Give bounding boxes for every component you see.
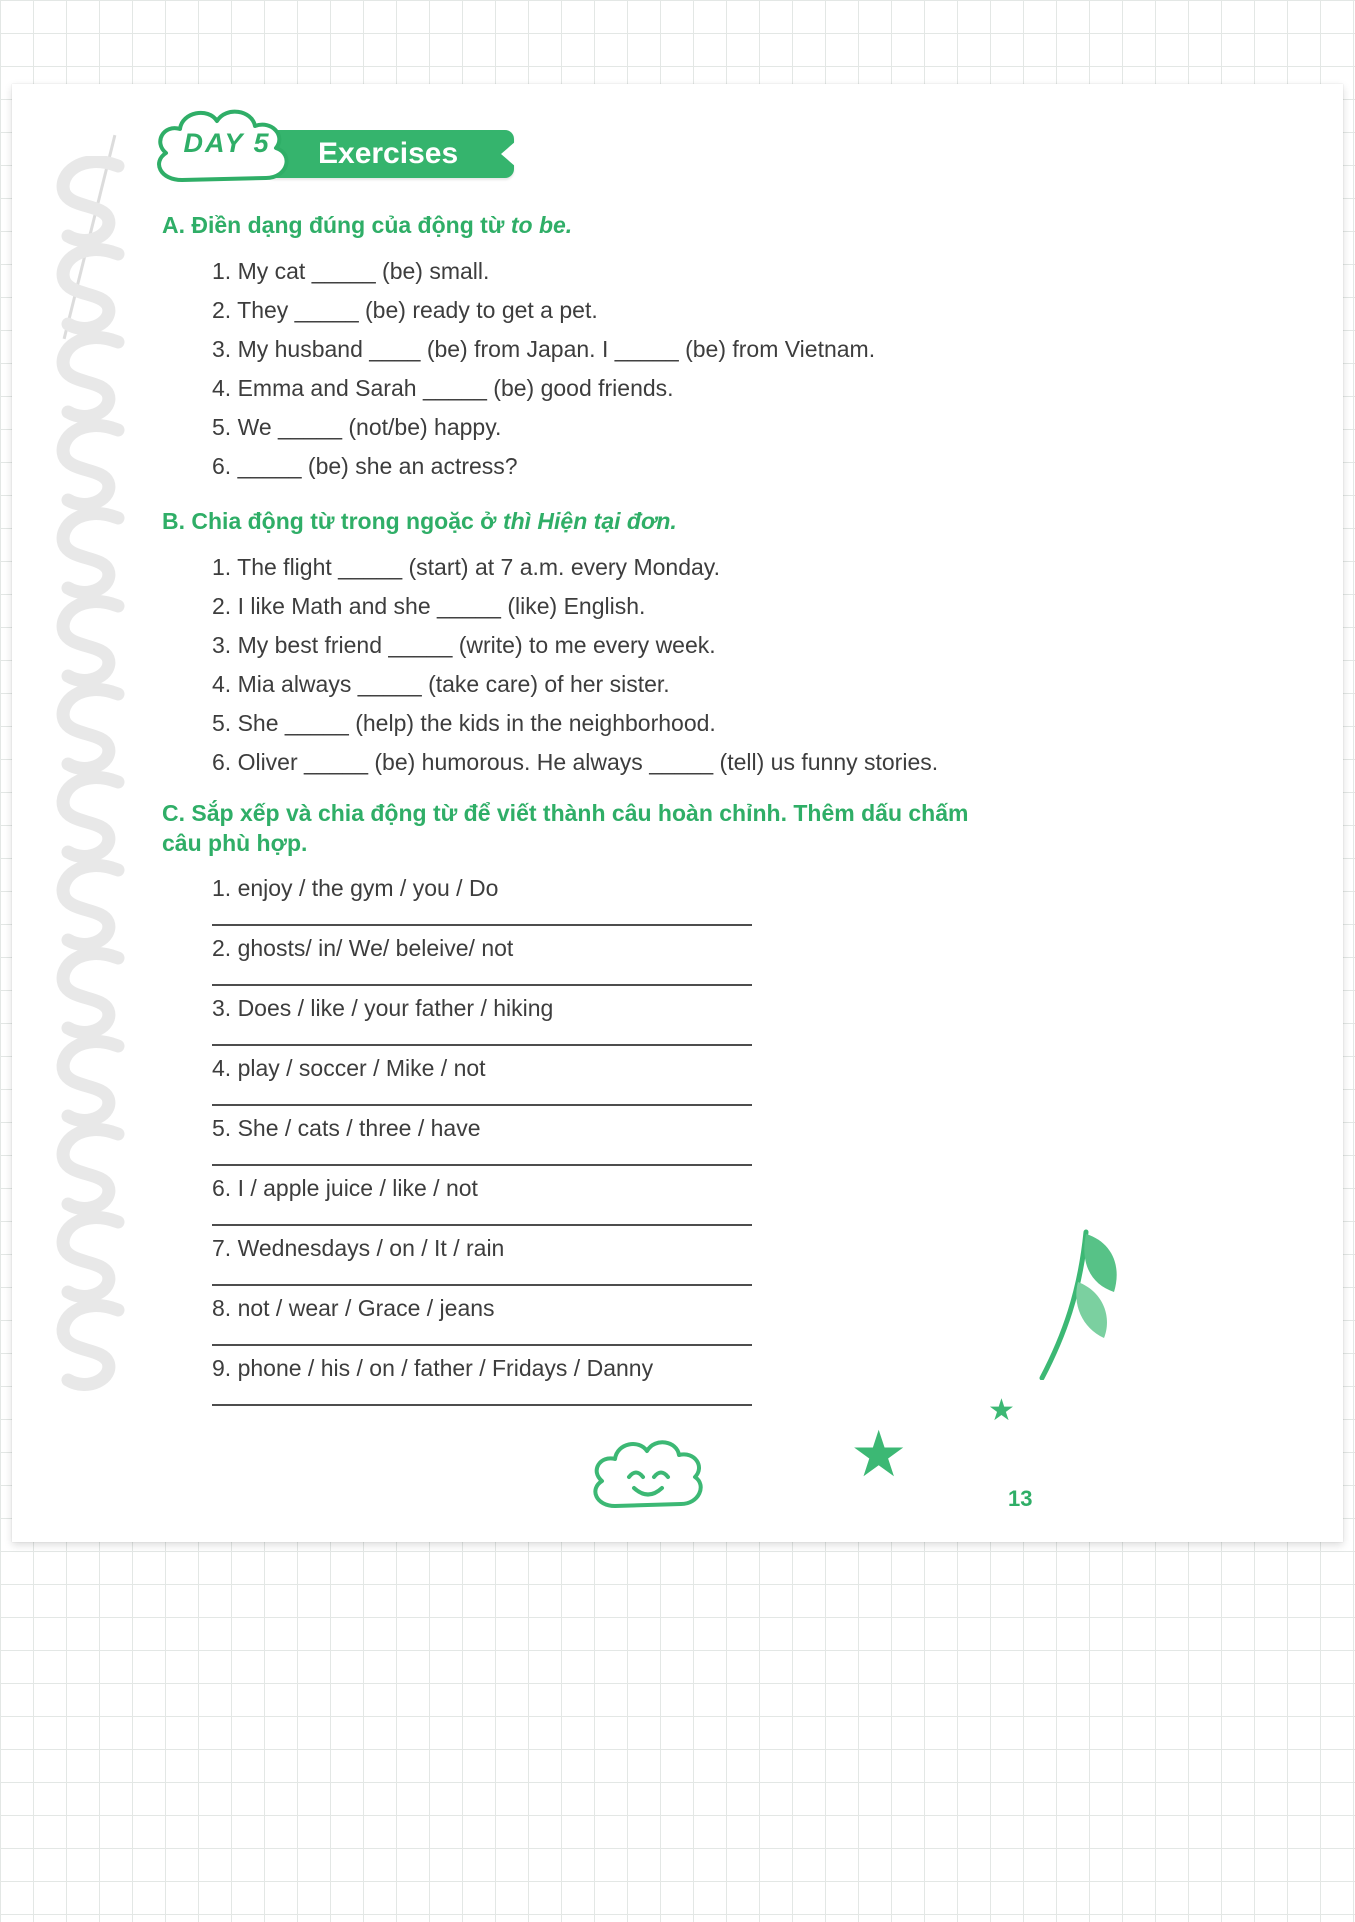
exercise-item: 6. _____ (be) she an actress?: [212, 453, 518, 479]
exercise-item-text: 1. enjoy / the gym / you / Do: [212, 875, 499, 901]
smiley-cloud-icon: [582, 1428, 712, 1528]
answer-line: [212, 1204, 752, 1226]
exercise-item: 3. My husband ____ (be) from Japan. I _____ (be) from Vietnam.: [212, 336, 876, 362]
exercise-item: [212, 1112, 1232, 1166]
day-badge-label: DAY 5: [183, 128, 271, 158]
exercise-item: 2. I like Math and she _____ (like) English.: [212, 593, 646, 619]
exercise-item-text: 7. Wednesdays / on / It / rain: [212, 1235, 505, 1261]
section-a-heading: [162, 210, 1232, 240]
exercise-item: 1. The flight _____ (start) at 7 a.m. every Monday.: [212, 554, 720, 580]
banner-notch: [501, 141, 516, 167]
section-b-heading: [162, 506, 1232, 536]
exercise-item: 1. My cat _____ (be) small.: [212, 258, 490, 284]
answer-line: [212, 1144, 752, 1166]
worksheet-page: [12, 84, 1343, 1542]
section-a-list: [212, 252, 1232, 486]
exercise-item: [212, 1052, 1232, 1106]
page-header: [148, 104, 568, 196]
answer-line: [212, 1024, 752, 1046]
exercise-item: 4. Mia always _____ (take care) of her sister.: [212, 671, 670, 697]
spiral-binding-icon: [54, 156, 146, 1401]
exercise-item-text: 2. ghosts/ in/ We/ beleive/ not: [212, 935, 514, 961]
answer-line: [212, 1264, 752, 1286]
answer-line: [212, 1084, 752, 1106]
exercise-item: 4. Emma and Sarah _____ (be) good friends.: [212, 375, 674, 401]
star-icon: ★: [988, 1394, 1015, 1427]
section-a-heading-text: A. Điền dạng đúng của động từ: [162, 212, 511, 238]
exercise-item: 2. They _____ (be) ready to get a pet.: [212, 297, 598, 323]
answer-line: [212, 1384, 752, 1406]
exercise-item: 3. My best friend _____ (write) to me every week.: [212, 632, 716, 658]
answer-line: [212, 1324, 752, 1346]
day-badge: [148, 104, 306, 192]
star-icon: ★: [850, 1418, 908, 1490]
section-b-heading-italic: thì Hiện tại đơn.: [502, 508, 677, 534]
under-sheet-edge: [63, 135, 117, 339]
exercise-item: 5. We _____ (not/be) happy.: [212, 414, 502, 440]
exercise-item: 6. Oliver _____ (be) humorous. He always _____ (tell) us funny stories.: [212, 749, 939, 775]
exercise-item-text: 8. not / wear / Grace / jeans: [212, 1295, 495, 1321]
exercise-item: [212, 992, 1232, 1046]
exercise-item: [212, 872, 1232, 926]
section-a-heading-italic: to be.: [510, 212, 573, 238]
banner-title: Exercises: [318, 137, 459, 170]
leaf-icon: [1024, 1220, 1124, 1385]
exercise-item-text: 5. She / cats / three / have: [212, 1115, 481, 1141]
page-number: 13: [1008, 1486, 1033, 1511]
exercise-item-text: 3. Does / like / your father / hiking: [212, 995, 554, 1021]
exercise-item: 5. She _____ (help) the kids in the neighborhood.: [212, 710, 716, 736]
section-c-heading: C. Sắp xếp và chia động từ để viết thành câu hoàn chỉnh. Thêm dấu chấm câu phù hợp.: [162, 800, 969, 856]
exercise-item: [212, 1172, 1232, 1226]
answer-line: [212, 904, 752, 926]
section-b-list: [212, 548, 1232, 782]
section-b-heading-text: B. Chia động từ trong ngoặc ở: [162, 508, 503, 534]
exercise-item-text: 9. phone / his / on / father / Fridays / Danny: [212, 1355, 654, 1381]
exercise-item-text: 4. play / soccer / Mike / not: [212, 1055, 486, 1081]
exercise-item-text: 6. I / apple juice / like / not: [212, 1175, 478, 1201]
answer-line: [212, 964, 752, 986]
exercise-item: [212, 932, 1232, 986]
